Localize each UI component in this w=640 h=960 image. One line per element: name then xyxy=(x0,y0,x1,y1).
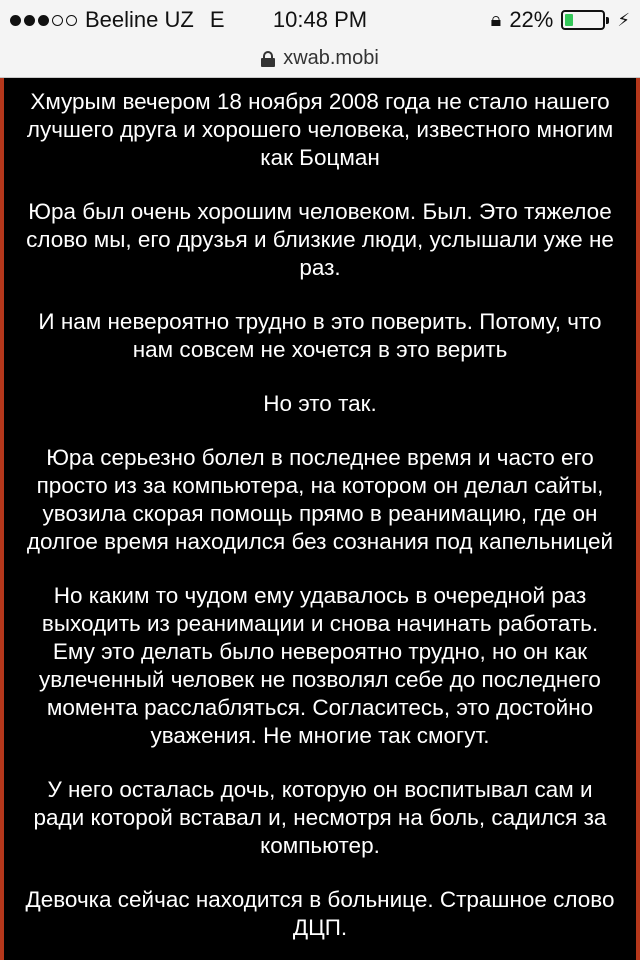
paragraph: У него осталась дочь, которую он воспитывал сам и ради которой вставал и, несмотря на боль, садился за компьютер. xyxy=(33,777,607,858)
signal-strength-icon xyxy=(10,15,77,26)
signal-dot xyxy=(38,15,49,26)
signal-dot xyxy=(52,15,63,26)
status-right xyxy=(491,7,630,33)
network-type: E xyxy=(209,7,225,32)
battery-percent: 22% xyxy=(509,7,554,32)
carrier-name: Beeline UZ xyxy=(85,7,194,32)
charging-icon: ⚡︎ xyxy=(617,9,630,30)
rotation-lock-icon: 🔒︎ xyxy=(490,8,502,31)
paragraph: Юра был очень хорошим человеком. Был. Это тяжелое слово мы, его друзья и близкие люди, услышали уже не раз. xyxy=(26,199,614,280)
url-text[interactable]: xwab.mobi xyxy=(283,47,379,69)
status-bar xyxy=(0,0,640,40)
status-left xyxy=(10,7,225,33)
address-bar[interactable] xyxy=(0,40,640,78)
battery-level-fill xyxy=(565,14,573,26)
web-page xyxy=(0,78,640,960)
signal-dot xyxy=(10,15,21,26)
paragraph: И нам невероятно трудно в это поверить. Потому, что нам совсем не хочется в это верить xyxy=(38,309,602,362)
lock-icon xyxy=(261,51,275,67)
paragraph: Но каким то чудом ему удавалось в очередной раз выходить из реанимации и снова начинать работать. Ему это делать было невероятно трудно, но он как увлеченный человек не позволял себе до последнего момента расслабляться. Согласитесь, это достойно уважения. Не многие так смогут. xyxy=(39,583,601,748)
paragraph: Девочка сейчас находится в больнице. Страшное слово ДЦП. xyxy=(25,887,615,940)
battery-icon xyxy=(561,10,605,30)
article-body xyxy=(4,78,636,942)
clock: 10:48 PM xyxy=(272,7,368,32)
signal-dot xyxy=(24,15,35,26)
paragraph: Хмурым вечером 18 ноября 2008 года не стало нашего лучшего друга и хорошего человека, известного многим как Боцман xyxy=(26,89,614,170)
paragraph: Но это так. xyxy=(263,391,377,416)
signal-dot xyxy=(66,15,77,26)
paragraph: Юра серьезно болел в последнее время и часто его просто из за компьютера, на котором он делал сайты, увозила скорая помощь прямо в реанимацию, где он долгое время находился без сознания под капельницей xyxy=(26,445,614,554)
